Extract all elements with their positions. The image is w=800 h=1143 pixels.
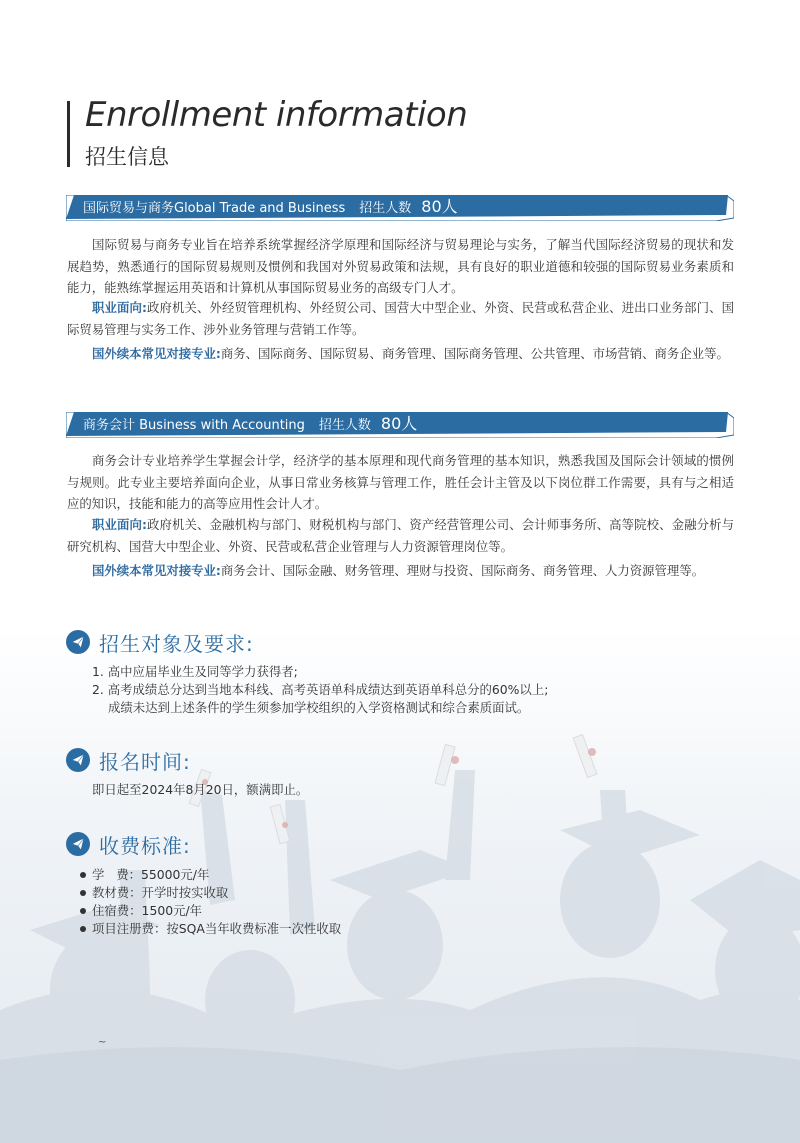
- career-text: 政府机关、金融机构与部门、财税机构与部门、资产经营管理公司、会计师事务所、高等院校、金融分析与研究机构、国营大中型企业、外资、民营或私营企业管理与人力资源管理岗位等。: [67, 517, 734, 554]
- footer-mark: ~: [98, 1037, 107, 1048]
- enroll-label: 招生人数: [359, 201, 412, 216]
- page-title-zh: 招生信息: [85, 145, 169, 169]
- bullet-icon: [80, 926, 86, 932]
- career-label: 职业面向:: [92, 300, 147, 315]
- fee-item: 住宿费：1500元/年: [92, 903, 203, 918]
- enroll-count: 80人: [380, 414, 418, 433]
- career-label: 职业面向:: [92, 517, 147, 532]
- further-study-paragraph-trade: [67, 343, 734, 365]
- heading-accent-bar: [67, 101, 70, 167]
- requirement-item: 2. 高考成绩总分达到当地本科线、高考英语单科成绩达到英语单科总分的60%以上;: [92, 682, 549, 697]
- program-banner-trade: [66, 195, 734, 221]
- fee-item: 教材费：开学时按实收取: [92, 885, 229, 900]
- paper-plane-icon: [66, 832, 90, 856]
- bullet-icon: [80, 890, 86, 896]
- requirement-item: 成绩未达到上述条件的学生须参加学校组织的入学资格测试和综合素质面试。: [108, 700, 530, 715]
- further-study-label: 国外续本常见对接专业:: [92, 346, 221, 361]
- career-paragraph-trade: [67, 297, 734, 340]
- further-study-label: 国外续本常见对接专业:: [92, 563, 221, 578]
- career-paragraph-accounting: [67, 514, 734, 557]
- further-study-text: 商务、国际商务、国际贸易、商务管理、国际商务管理、公共管理、市场营销、商务企业等。: [220, 346, 729, 361]
- paper-plane-icon: [66, 630, 90, 654]
- further-study-text: 商务会计、国际金融、财务管理、理财与投资、国际商务、商务管理、人力资源管理等。: [220, 563, 705, 578]
- section-title: 报名时间:: [99, 750, 191, 774]
- section-title: 招生对象及要求:: [99, 632, 254, 656]
- registration-text: 即日起至2024年8月20日，额满即止。: [92, 782, 309, 797]
- further-study-paragraph-accounting: [67, 560, 734, 582]
- bullet-icon: [80, 872, 86, 878]
- banner-title: 商务会计 Business with Accounting: [83, 418, 305, 433]
- enroll-count: 80人: [421, 197, 458, 216]
- page-title-en: Enrollment information: [85, 95, 468, 135]
- fee-item: 项目注册费：按SQA当年收费标准一次性收取: [92, 921, 342, 936]
- career-text: 政府机关、外经贸管理机构、外经贸公司、国营大中型企业、外资、民营或私营企业、进出口业务部门、国际贸易管理与实务工作、涉外业务管理与营销工作等。: [67, 300, 734, 337]
- requirement-item: 1. 高中应届毕业生及同等学力获得者;: [92, 664, 298, 679]
- program-intro-trade: 国际贸易与商务专业旨在培养系统掌握经济学原理和国际经济与贸易理论与实务，了解当代国际经济贸易的现状和发展趋势，熟悉通行的国际贸易规则及惯例和我国对外贸易政策和法规，具有良好的职业道德和较强的国际贸易业务素质和能力，能熟练掌握运用英语和计算机从事国际贸易业务的高级专门人才。: [67, 237, 734, 295]
- paper-plane-icon: [66, 748, 90, 772]
- banner-title: 国际贸易与商务Global Trade and Business: [83, 201, 346, 216]
- enroll-label: 招生人数: [318, 418, 371, 433]
- bullet-icon: [80, 908, 86, 914]
- program-banner-accounting: [66, 412, 734, 438]
- fee-item: 学 费：55000元/年: [92, 867, 210, 882]
- section-title: 收费标准:: [99, 834, 191, 858]
- program-intro-accounting: 商务会计专业培养学生掌握会计学，经济学的基本原理和现代商务管理的基本知识，熟悉我国及国际会计领域的惯例与规则。此专业主要培养面向企业，从事日常业务核算与管理工作，胜任会计主管及以下岗位群工作需要，具有与之相适应的知识，技能和能力的高等应用性会计人才。: [67, 453, 734, 511]
